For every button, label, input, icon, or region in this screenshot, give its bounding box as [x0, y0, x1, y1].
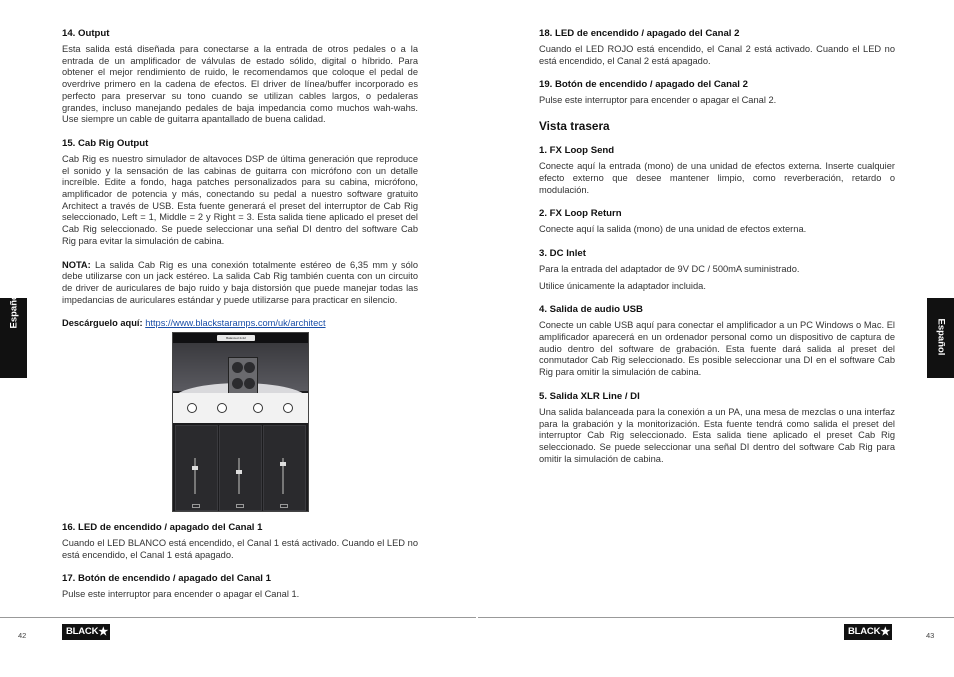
section-title-dc-inlet: 3. DC Inlet — [539, 247, 586, 259]
knob-icon — [217, 403, 227, 413]
section-text-led-ch2: Cuando el LED ROJO está encendido, el Canal 2 está activado. Cuando el LED no está encendido, el Canal 2 está apagado. — [539, 44, 895, 66]
speaker-icon — [244, 378, 255, 389]
right-page-column — [539, 28, 895, 477]
footer-divider-left — [0, 617, 476, 618]
footer-divider-right — [478, 617, 954, 618]
section-title-led-ch2: 18. LED de encendido / apagado del Canal 2 — [539, 28, 740, 39]
blackstar-logo-right — [844, 624, 892, 640]
side-label-right — [936, 319, 947, 329]
speaker-icon — [232, 378, 243, 389]
fader-cap — [192, 466, 198, 470]
fader-track — [238, 458, 240, 494]
section-title-usb-audio: 4. Salida de audio USB — [539, 304, 643, 316]
section-text-button-ch1: Pulse este interruptor para encender o apagar el Canal 1. — [62, 589, 300, 600]
level-box — [280, 504, 288, 508]
architect-download-link[interactable]: https://www.blackstaramps.com/uk/architect — [145, 318, 326, 329]
app-panel-master — [263, 425, 306, 511]
section-text-fx-send: Conecte aquí la entrada (mono) de una unidad de efectos externa. Inserte cualquier efecto externo que desee mantener limpio, como reverberación, retardo o modulación. — [539, 161, 895, 195]
blackstar-logo-left — [62, 624, 110, 640]
page-number-right: 43 — [926, 631, 935, 640]
section-text-fx-return: Conecte aquí la salida (mono) de una unidad de efectos externa. — [539, 224, 807, 235]
speaker-icon — [244, 362, 255, 373]
note-label: NOTA: — [62, 259, 91, 270]
logo-text: BLACK — [848, 626, 881, 637]
section-title-led-ch1: 16. LED de encendido / apagado del Canal 1 — [62, 522, 263, 533]
left-page-column — [62, 28, 418, 342]
note-paragraph — [62, 260, 418, 307]
section-title-xlr-output: 5. Salida XLR Line / DI — [539, 390, 640, 402]
logo-text: BLACK — [66, 626, 99, 637]
star-icon: ★ — [98, 626, 108, 638]
app-panel-cab — [175, 425, 218, 511]
fader-cap — [236, 470, 242, 474]
section-text-dc-inlet-2: Utilice únicamente la adaptador incluida. — [539, 280, 706, 291]
section-text-cab-rig-output: Cab Rig es nuestro simulador de altavoces DSP de última generación que reproduce el sonido y la sensación de las cabinas de guitarra con micrófono con un detalle increíble. Edite a fondo, haga patches personalizados para su cabina, micrófono, amplificador de potencia y más, conectando su pedal a nuestro software gratuito Architect a través de USB. Esta fuente generará el preset del interruptor de Cab Rig seleccionado, Left = 1, Middle = 2 y Right = 3. Esta salida tiene aplicado el preset del Cab Rig seleccionado. Se puede seleccionar una señal DI dentro del software Cab Rig para evitar la simulación de cabina. — [62, 153, 418, 246]
star-icon: ★ — [880, 626, 890, 638]
page-number-left: 42 — [18, 631, 27, 640]
app-top-bar — [173, 333, 308, 343]
app-cabinet-stage — [173, 343, 308, 391]
section-title-fx-return: 2. FX Loop Return — [539, 208, 622, 220]
left-page-bottom-column — [62, 522, 418, 613]
rear-view-heading: Vista trasera — [539, 119, 610, 134]
side-label-left — [9, 319, 20, 329]
section-title-button-ch2: 19. Botón de encendido / apagado del Canal 2 — [539, 79, 748, 91]
speaker-icon — [232, 362, 243, 373]
section-text-output: Esta salida está diseñada para conectarse a la entrada de otros pedales o a la entrada de un amplificador de válvulas de estado sólido, digital o híbrido. Para obtener el mejor rendimiento de ruido, le recomendamos que coloque el pedal de overdrive primero en la cadena de efectos. El driver de línea/buffer incorporado es perfecto para preservar su tono cuando se utilizan cables largos, o pedaleras grandes, incluso manejando pedales de baja impedancia como muchos wah-wahs. Use siempre un cable de guitarra apantallado de buena calidad. — [62, 44, 418, 125]
section-title-fx-send: 1. FX Loop Send — [539, 145, 615, 157]
section-text-led-ch1: Cuando el LED BLANCO está encendido, el Canal 1 está activado. Cuando el LED no está encendido, el Canal 1 está apagado. — [62, 538, 418, 560]
knob-icon — [253, 403, 263, 413]
app-mixer-panels — [173, 423, 308, 512]
app-panel-room — [219, 425, 262, 511]
knob-icon — [187, 403, 197, 413]
download-paragraph — [62, 318, 418, 330]
section-title-button-ch1: 17. Botón de encendido / apagado del Canal 1 — [62, 573, 271, 585]
level-box — [192, 504, 200, 508]
section-text-usb-audio: Conecte un cable USB aquí para conectar el amplificador a un PC Windows o Mac. El amplificador aparecerá en un ordenador personal como un dispositivo de captura de audio dentro del software de grabación. Esta fuente dará salida al preset del conmutador Cab Rig seleccionado. Es posible seleccionar una DI en el software Cab Rig para omitir la simulación de cabina. — [539, 320, 895, 378]
app-preset-selector: Balanced 4x12 — [217, 335, 255, 341]
cabinet-image — [228, 357, 258, 395]
section-text-button-ch2: Pulse este interruptor para encender o apagar el Canal 2. — [539, 95, 777, 106]
section-title-output: 14. Output — [62, 28, 110, 39]
fader-cap — [280, 462, 286, 466]
architect-app-screenshot — [172, 332, 309, 512]
knob-icon — [283, 403, 293, 413]
download-label: Descárguelo aquí: — [62, 318, 143, 329]
section-text-dc-inlet: Para la entrada del adaptador de 9V DC / 500mA suministrado. — [539, 263, 800, 274]
section-title-cab-rig-output: 15. Cab Rig Output — [62, 137, 149, 149]
level-box — [236, 504, 244, 508]
section-text-xlr-output: Una salida balanceada para la conexión a un PA, una mesa de mezclas o una interfaz para la grabación y la monitorización. Esta fuente tendrá como salida el preset del interruptor Cab Rig seleccionado. Esta salida tiene aplicado el preset Cab Rig seleccionado. Se puede seleccionar una señal DI dentro del software Cab Rig para omitir la simulación de cabina. — [539, 406, 895, 464]
note-text: La salida Cab Rig es una conexión totalmente estéreo de 6,35 mm y sólo debe utilizarse con un jack estéreo. La salida Cab Rig también cuenta con un circuito de driver de auriculares de bajo ruido y baja distorsión que puede manejar todas las impedancias de auriculares estándar y puede utilizarse para practicar en silencio. — [62, 259, 418, 305]
app-power-amp-panel — [173, 393, 308, 423]
fader-track — [194, 458, 196, 494]
